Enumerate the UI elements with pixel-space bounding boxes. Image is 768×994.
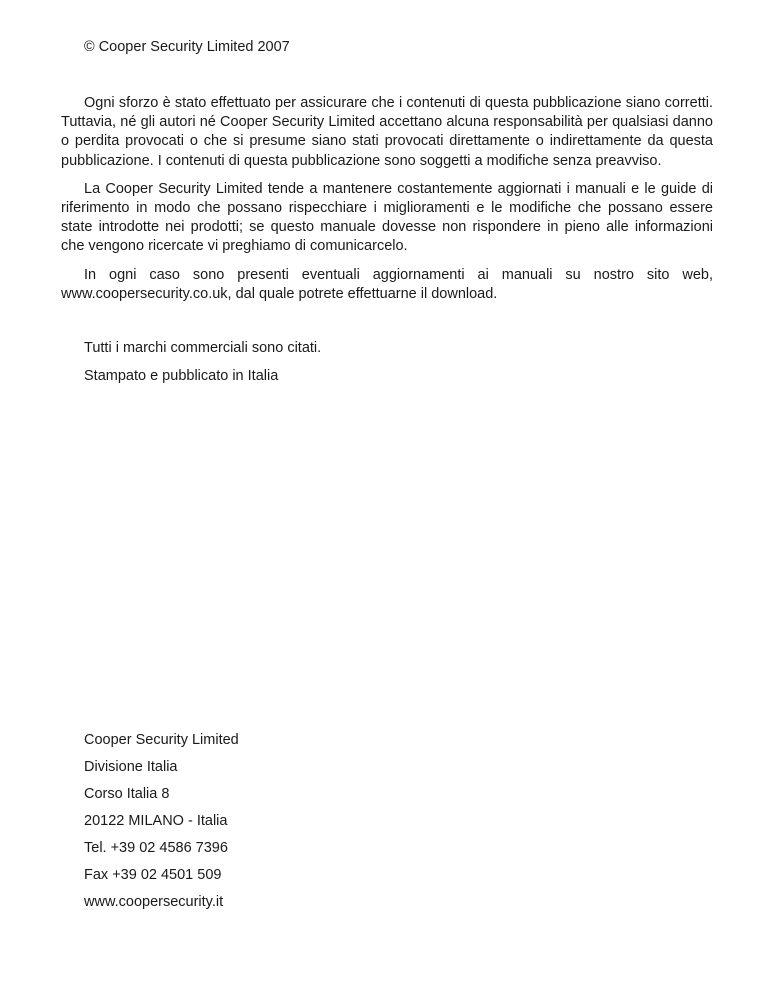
disclaimer-paragraph-accuracy: Ogni sforzo è stato effettuato per assicurare che i contenuti di questa pubblicazione siano corretti. Tuttavia, né gli autori né Cooper Security Limited accettano alcuna responsabilità per qualsiasi danno o perdita provocati o che si presume siano stati provocati direttamente o indirettamente da questa pubblicazione. I contenuti di questa pubblicazione sono soggetti a modifiche senza preavviso. xyxy=(61,95,713,169)
trademarks-note: Tutti i marchi commerciali sono citati. xyxy=(84,340,322,356)
address-website: www.coopersecurity.it xyxy=(84,894,224,910)
notes-section xyxy=(84,339,321,385)
address-fax: Fax +39 02 4501 509 xyxy=(84,867,222,883)
address-division: Divisione Italia xyxy=(84,759,178,775)
company-address xyxy=(84,731,239,920)
address-street: Corso Italia 8 xyxy=(84,786,170,802)
copyright-notice: © Cooper Security Limited 2007 xyxy=(84,39,290,55)
address-telephone: Tel. +39 02 4586 7396 xyxy=(84,840,228,856)
disclaimer-paragraph-website: In ogni caso sono presenti eventuali aggiornamenti ai manuali su nostro sito web, www.coopersecurity.co.uk, dal quale potrete effettuarne il download. xyxy=(61,266,713,302)
printed-note: Stampato e pubblicato in Italia xyxy=(84,368,279,384)
address-company: Cooper Security Limited xyxy=(84,732,239,748)
disclaimer-section xyxy=(61,94,713,313)
address-city: 20122 MILANO - Italia xyxy=(84,813,228,829)
disclaimer-paragraph-updates: La Cooper Security Limited tende a mantenere costantemente aggiornati i manuali e le guide di riferimento in modo che possano rispecchiare i miglioramenti e le modifiche che possano essere state introdotte nei prodotti; se questo manuale dovesse non rispondere in pieno alle informazioni che vengono ricercate vi preghiamo di comunicarcelo. xyxy=(61,180,713,255)
